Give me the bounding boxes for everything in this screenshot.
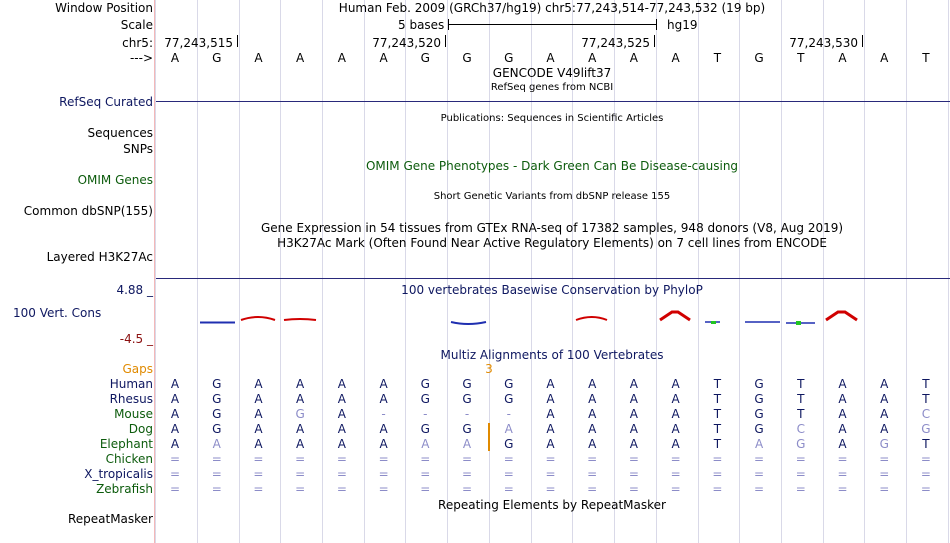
alignment-base: =	[879, 467, 890, 481]
alignment-base: G	[504, 437, 514, 451]
alignment-base: T	[922, 392, 930, 406]
alignment-base: A	[671, 407, 680, 421]
grid-line	[197, 0, 198, 543]
ruler-position-label: 77,243,530	[789, 36, 858, 50]
reference-base: G	[754, 51, 764, 65]
conservation-dip-4	[451, 322, 486, 324]
alignment-base: =	[295, 482, 306, 496]
alignment-base: G	[921, 422, 931, 436]
alignment-base: =	[670, 482, 681, 496]
alignment-base: A	[629, 407, 639, 421]
alignment-base: A	[379, 422, 388, 436]
repeatmasker-track-title[interactable]: Repeating Elements by RepeatMasker	[438, 498, 666, 512]
alignment-base: -	[381, 407, 386, 421]
alignment-base: A	[671, 392, 680, 406]
alignment-base: A	[337, 377, 346, 391]
alignment-base: A	[462, 437, 472, 451]
alignment-base: A	[546, 392, 555, 406]
refseq-label[interactable]: RefSeq Curated	[59, 95, 153, 109]
alignment-base: =	[628, 467, 639, 481]
alignment-base: A	[880, 377, 889, 391]
alignment-base: A	[838, 437, 847, 451]
alignment-base: A	[379, 392, 388, 406]
reference-base: A	[838, 51, 847, 65]
reference-base: A	[671, 51, 680, 65]
conservation-peak-6	[660, 312, 690, 320]
alignment-base: G	[420, 377, 430, 391]
window-position-value: Human Feb. 2009 (GRCh37/hg19) chr5:77,243,514-77,243,532 (19 bp)	[338, 1, 766, 15]
alignment-base: =	[211, 482, 222, 496]
alignment-base: =	[211, 452, 222, 466]
alignment-base: A	[838, 392, 847, 406]
sequences-label[interactable]: Sequences	[87, 126, 153, 140]
alignment-base: =	[795, 452, 806, 466]
alignment-base: A	[254, 392, 263, 406]
alignment-base: G	[212, 392, 222, 406]
reference-base: T	[713, 51, 722, 65]
alignment-base: =	[920, 482, 931, 496]
alignment-base: T	[797, 377, 805, 391]
alignment-base: =	[920, 467, 931, 481]
conservation-point-8	[711, 321, 716, 324]
grid-line	[781, 0, 782, 543]
reference-base: T	[922, 51, 930, 65]
alignment-base: A	[838, 422, 847, 436]
grid-line	[447, 0, 448, 543]
alignment-base: -	[464, 407, 470, 421]
alignment-base: A	[671, 422, 680, 436]
scale-value: 5 bases	[398, 18, 445, 32]
alignment-base: A	[546, 437, 555, 451]
grid-line	[364, 0, 365, 543]
alignment-base: =	[169, 452, 181, 466]
alignment-base: -	[423, 407, 428, 421]
alignment-base: A	[504, 422, 513, 436]
alignment-base: T	[922, 377, 930, 391]
reference-base: A	[254, 51, 263, 65]
alignment-base: G	[212, 407, 222, 421]
conservation-peak-3	[284, 319, 316, 320]
ruler-tick	[445, 35, 446, 47]
alignment-base: T	[713, 392, 722, 406]
species-label-dog[interactable]: Dog	[128, 422, 153, 436]
omim-track-title[interactable]: OMIM Gene Phenotypes - Dark Green Can Be Disease-causing	[365, 159, 739, 173]
alignment-base: A	[296, 392, 305, 406]
repeatmasker-label[interactable]: RepeatMasker	[67, 512, 153, 526]
alignment-base: =	[336, 467, 347, 481]
alignment-base: =	[295, 467, 306, 481]
alignment-base: =	[378, 467, 389, 481]
alignment-base: =	[754, 452, 765, 466]
label-divider	[154, 0, 155, 543]
reference-base: G	[504, 51, 514, 65]
conservation-peak-12	[826, 312, 857, 320]
omim-label[interactable]: OMIM Genes	[77, 173, 153, 187]
alignment-base: A	[212, 437, 221, 451]
alignment-base: A	[296, 377, 305, 391]
alignment-base: =	[754, 467, 765, 481]
alignment-base: =	[545, 467, 556, 481]
alignment-base: A	[838, 407, 847, 421]
reference-base: A	[170, 51, 180, 65]
alignment-base: =	[587, 452, 598, 466]
alignment-base: =	[420, 452, 431, 466]
refseq-track-subtitle[interactable]: RefSeq genes from NCBI	[490, 82, 614, 93]
scale-assembly: hg19	[667, 18, 698, 32]
alignment-base: =	[920, 452, 931, 466]
alignment-base: =	[503, 467, 514, 481]
alignment-base: G	[212, 422, 222, 436]
alignment-base: G	[462, 422, 472, 436]
alignment-base: -	[506, 407, 511, 421]
reference-base: G	[420, 51, 430, 65]
species-label-rhesus[interactable]: Rhesus	[109, 392, 153, 406]
alignment-base: =	[295, 452, 306, 466]
publications-track-title[interactable]: Publications: Sequences in Scientific Articles	[440, 113, 664, 124]
ruler-tick	[237, 35, 238, 47]
alignment-base: G	[504, 377, 514, 391]
alignment-base: G	[212, 377, 222, 391]
alignment-base: T	[797, 392, 805, 406]
grid-line	[280, 0, 281, 543]
alignment-base: =	[169, 482, 181, 496]
alignment-base: =	[837, 467, 848, 481]
alignment-base: T	[713, 407, 722, 421]
alignment-base: A	[254, 407, 263, 421]
alignment-base: A	[337, 407, 346, 421]
alignment-base: A	[880, 407, 889, 421]
scale-bar-right-tick	[656, 19, 657, 30]
alignment-base: =	[253, 452, 264, 466]
alignment-base: A	[880, 392, 889, 406]
grid-line	[698, 0, 699, 543]
alignment-base: =	[253, 482, 264, 496]
alignment-base: A	[254, 377, 263, 391]
alignment-base: =	[462, 467, 473, 481]
conservation-top-line	[156, 278, 950, 279]
alignment-base: =	[253, 467, 264, 481]
dbsnp-track-title[interactable]: Short Genetic Variants from dbSNP release 155	[433, 191, 671, 202]
alignment-base: T	[713, 437, 722, 451]
scale-bar	[448, 24, 656, 25]
ruler-position-label: 77,243,515	[164, 36, 233, 50]
alignment-base: =	[545, 482, 556, 496]
dbsnp-label[interactable]: Common dbSNP(155)	[23, 204, 153, 218]
alignment-base: =	[837, 452, 848, 466]
alignment-base: =	[712, 452, 723, 466]
species-label-mouse[interactable]: Mouse	[114, 407, 153, 421]
alignment-base: G	[295, 407, 305, 421]
alignment-base: =	[545, 452, 556, 466]
alignment-base: A	[629, 437, 639, 451]
alignment-base: =	[879, 482, 890, 496]
alignment-base: =	[837, 482, 848, 496]
alignment-base: =	[462, 452, 473, 466]
alignment-base: T	[797, 407, 805, 421]
grid-line	[906, 0, 907, 543]
alignment-base: =	[503, 452, 514, 466]
reference-base: A	[880, 51, 889, 65]
alignment-base: =	[712, 482, 723, 496]
reference-base: A	[379, 51, 388, 65]
alignment-base: A	[588, 407, 597, 421]
alignment-base: A	[170, 392, 180, 406]
alignment-base: A	[170, 437, 180, 451]
alignment-base: T	[713, 377, 722, 391]
alignment-base: =	[670, 467, 681, 481]
alignment-base: A	[254, 437, 263, 451]
alignment-base: A	[170, 377, 180, 391]
reference-base: G	[212, 51, 222, 65]
species-label-zebrafish[interactable]: Zebrafish	[96, 482, 153, 496]
alignment-base: G	[462, 377, 472, 391]
alignment-base: G	[754, 377, 764, 391]
grid-line	[155, 0, 156, 543]
conservation-peak-5	[576, 317, 607, 320]
alignment-base: A	[588, 377, 597, 391]
reference-base: A	[337, 51, 346, 65]
alignment-base: A	[629, 422, 639, 436]
ruler-tick	[862, 35, 863, 47]
gtex-track-title[interactable]: Gene Expression in 54 tissues from GTEx RNA-seq of 17382 samples, 948 donors (V8, Aug 2019)	[260, 221, 844, 235]
alignment-base: =	[336, 452, 347, 466]
alignment-base: A	[671, 377, 680, 391]
alignment-base: =	[503, 482, 514, 496]
grid-line	[614, 0, 615, 543]
alignment-base: A	[754, 437, 764, 451]
species-label-chicken[interactable]: Chicken	[105, 452, 153, 466]
alignment-base: =	[754, 482, 765, 496]
grid-line	[823, 0, 824, 543]
reference-base: A	[296, 51, 305, 65]
alignment-base: A	[546, 422, 555, 436]
alignment-base: =	[628, 482, 639, 496]
species-label-elephant[interactable]: Elephant	[99, 437, 153, 451]
grid-line	[489, 0, 490, 543]
alignment-base: G	[879, 437, 889, 451]
alignment-base: A	[588, 437, 597, 451]
alignment-base: A	[170, 422, 180, 436]
alignment-base: G	[462, 392, 472, 406]
multiz-track-title[interactable]: Multiz Alignments of 100 Vertebrates	[440, 348, 664, 362]
alignment-base: A	[296, 422, 305, 436]
reference-base: T	[797, 51, 805, 65]
refseq-line	[156, 101, 950, 102]
alignment-base: A	[880, 422, 889, 436]
alignment-base: G	[754, 407, 764, 421]
h3k27ac-track-title[interactable]: H3K27Ac Mark (Often Found Near Active Regulatory Elements) on 7 cell lines from ENCODE	[277, 236, 827, 250]
alignment-base: =	[420, 482, 431, 496]
window-position-label: Window Position	[55, 1, 153, 15]
alignment-base: A	[629, 377, 639, 391]
alignment-base: A	[170, 407, 180, 421]
conservation-track-title[interactable]: 100 vertebrates Basewise Conservation by PhyloP	[401, 283, 703, 297]
gencode-track-title[interactable]: GENCODE V49lift37	[492, 66, 612, 80]
h3k27ac-label[interactable]: Layered H3K27Ac	[46, 250, 153, 264]
alignment-base: =	[587, 467, 598, 481]
alignment-base: A	[337, 437, 346, 451]
alignment-base: G	[754, 422, 764, 436]
grid-line	[864, 0, 865, 543]
alignment-base: =	[420, 467, 431, 481]
conservation-peak-2	[241, 317, 275, 320]
grid-line	[948, 0, 949, 543]
alignment-base: A	[546, 377, 555, 391]
alignment-base: G	[504, 392, 514, 406]
alignment-base: =	[462, 482, 473, 496]
species-label-human[interactable]: Human	[109, 377, 153, 391]
scale-bar-left-tick	[448, 19, 449, 30]
alignment-base: =	[795, 467, 806, 481]
alignment-base: =	[670, 452, 681, 466]
scale-label: Scale	[120, 18, 153, 32]
species-label-x_tropicalis[interactable]: X_tropicalis	[84, 467, 153, 481]
alignment-base: A	[337, 392, 346, 406]
alignment-base: A	[296, 437, 305, 451]
alignment-base: A	[629, 392, 639, 406]
alignment-base: G	[420, 422, 430, 436]
grid-line	[656, 0, 657, 543]
snps-label[interactable]: SNPs	[123, 142, 153, 156]
ruler-position-label: 77,243,520	[372, 36, 441, 50]
alignment-base: A	[546, 407, 555, 421]
grid-line	[405, 0, 406, 543]
alignment-base: T	[922, 437, 930, 451]
alignment-base: A	[588, 392, 597, 406]
conservation-max: 4.88 _	[116, 283, 153, 297]
gaps-label[interactable]: Gaps	[122, 362, 153, 376]
alignment-base: A	[379, 377, 388, 391]
reference-base: G	[462, 51, 472, 65]
alignment-base: A	[588, 422, 597, 436]
insertion-marker	[488, 423, 490, 451]
alignment-base: A	[671, 437, 680, 451]
alignment-base: T	[713, 422, 722, 436]
alignment-base: G	[420, 392, 430, 406]
conservation-min: -4.5 _	[119, 332, 153, 346]
conservation-label[interactable]: 100 Vert. Cons	[13, 306, 102, 320]
alignment-base: =	[336, 482, 347, 496]
alignment-base: C	[921, 407, 931, 421]
strand-label: --->	[129, 51, 153, 65]
grid-line	[239, 0, 240, 543]
alignment-base: =	[795, 482, 806, 496]
reference-base: A	[629, 51, 639, 65]
alignment-base: =	[378, 452, 389, 466]
grid-line	[322, 0, 323, 543]
chrom-label: chr5:	[122, 36, 153, 50]
alignment-base: =	[211, 467, 222, 481]
alignment-base: A	[421, 437, 430, 451]
grid-line	[739, 0, 740, 543]
conservation-point-11	[796, 321, 801, 325]
alignment-base: G	[754, 392, 764, 406]
alignment-base: =	[169, 467, 181, 481]
reference-base: A	[546, 51, 555, 65]
ruler-tick	[654, 35, 655, 47]
alignment-base: A	[254, 422, 263, 436]
alignment-base: C	[796, 422, 805, 436]
alignment-base: =	[587, 482, 598, 496]
alignment-base: =	[879, 452, 890, 466]
alignment-base: A	[838, 377, 847, 391]
gaps-value: 3	[485, 362, 493, 376]
alignment-base: A	[337, 422, 346, 436]
alignment-base: =	[378, 482, 389, 496]
alignment-base: =	[628, 452, 639, 466]
ruler-position-label: 77,243,525	[581, 36, 650, 50]
alignment-base: G	[796, 437, 806, 451]
alignment-base: A	[379, 437, 388, 451]
reference-base: A	[588, 51, 597, 65]
alignment-base: =	[712, 467, 723, 481]
